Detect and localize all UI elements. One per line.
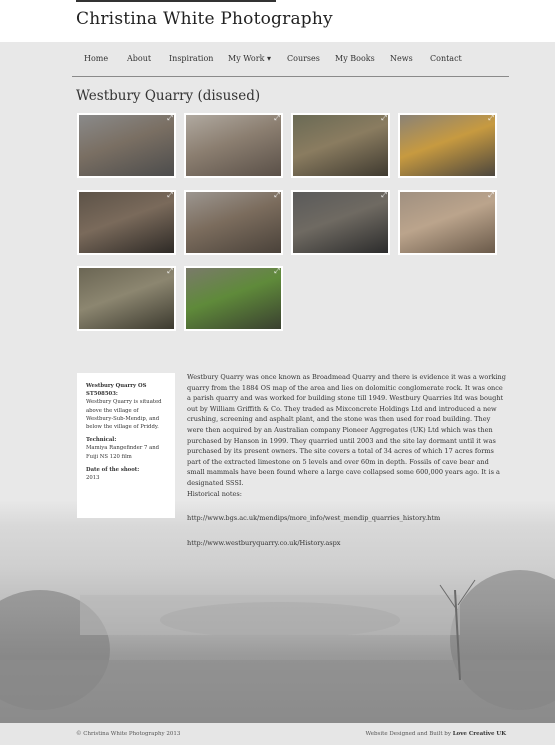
thumbnail-image [79, 268, 174, 329]
gallery-thumbnail[interactable] [184, 190, 283, 255]
thumbnail-image [186, 268, 281, 329]
nav-item-inspiration[interactable]: Inspiration [169, 54, 214, 63]
footer-credit-link[interactable]: Love Creative UK [452, 731, 506, 737]
footer-credit [366, 731, 506, 737]
gallery-thumbnail[interactable] [77, 266, 176, 331]
history-link-bgs[interactable]: http://www.bgs.ac.uk/mendips/more_info/west_mendip_quarries_history.htm [187, 514, 441, 523]
nav-item-home[interactable]: Home [84, 54, 109, 63]
site-footer [0, 723, 555, 745]
technical-title: Technical: [86, 437, 117, 444]
expand-icon[interactable]: ⤢ [381, 114, 387, 122]
nav-item-contact[interactable]: Contact [430, 54, 462, 63]
historical-notes-label: Historical notes: [187, 489, 242, 498]
gallery-thumbnail[interactable] [398, 113, 497, 178]
footer-copyright: © Christina White Photography 2013 [76, 731, 181, 737]
thumbnail-image [79, 192, 174, 253]
expand-icon[interactable]: ⤢ [274, 114, 280, 122]
nav-item-courses[interactable]: Courses [287, 54, 320, 63]
thumbnail-image [400, 192, 495, 253]
gallery-thumbnail[interactable] [77, 113, 176, 178]
location-title: Westbury Quarry OS ST508503: [86, 383, 147, 398]
expand-icon[interactable]: ⤢ [381, 191, 387, 199]
thumbnail-image [79, 115, 174, 176]
date-text: 2013 [86, 475, 100, 482]
expand-icon[interactable]: ⤢ [274, 267, 280, 275]
thumbnail-image [293, 192, 388, 253]
date-title: Date of the shoot: [86, 466, 140, 473]
expand-icon[interactable]: ⤢ [167, 191, 173, 199]
photo-info-sidebar [77, 373, 175, 518]
history-link-westbury[interactable]: http://www.westburyquarry.co.uk/History.aspx [187, 538, 341, 547]
thumbnail-image [186, 192, 281, 253]
nav-item-my-work[interactable]: My Work ▾ [228, 54, 271, 63]
thumbnail-image [400, 115, 495, 176]
footer-credit-prefix: Website Designed and Built by [365, 731, 453, 737]
expand-icon[interactable]: ⤢ [488, 114, 494, 122]
thumbnail-image [186, 115, 281, 176]
nav-item-my-books[interactable]: My Books [335, 54, 375, 63]
gallery-thumbnail[interactable] [398, 190, 497, 255]
expand-icon[interactable]: ⤢ [167, 114, 173, 122]
expand-icon[interactable]: ⤢ [274, 191, 280, 199]
nav-item-news[interactable]: News [390, 54, 413, 63]
expand-icon[interactable]: ⤢ [167, 267, 173, 275]
gallery-thumbnail[interactable] [291, 190, 390, 255]
location-text: Westbury Quarry is situated above the village of Westbury-Sub-Mendip, and below the village of Priddy. [86, 399, 162, 431]
gallery-thumbnail[interactable] [291, 113, 390, 178]
gallery-thumbnail[interactable] [184, 113, 283, 178]
technical-text: Mamiya Rangefinder 7 and Fuiji NS 120 film [86, 445, 160, 460]
site-header [0, 0, 555, 42]
main-nav [72, 42, 509, 77]
thumbnail-image [293, 115, 388, 176]
article-paragraph: Westbury Quarry was once known as Broadmead Quarry and there is evidence it was a working quarry from the 1884 OS map of the area and lies on dolomitic conglomerate rock. It was once a parish quarry and was worked for building stone till 1949. Westbury Quarries ltd was bought out by William Griffith & Co. They traded as Mixconcrete Holdings Ltd and introduced a new crushing, screening and asphalt plant, and the stone was then used for road building. They were then acquired by an Australian company Pioneer Aggregates (UK) Ltd which was then purchased by Hanson in 1999. They quarried until 2003 and the site lay dormant until it was purchased by its present owners. The site covers a total of 34 acres of which 17 acres forms part of the extracted limestone on 5 levels and over 60m in depth. Fossils of cave bear and small mammals have been found where a large cave collapsed some 600,000 years ago. It is a designated SSSI. [187, 373, 506, 487]
header-accent-line [76, 0, 276, 2]
page-title: Westbury Quarry (disused) [76, 88, 261, 104]
site-title[interactable]: Christina White Photography [76, 9, 333, 29]
gallery-thumbnail[interactable] [184, 266, 283, 331]
expand-icon[interactable]: ⤢ [488, 191, 494, 199]
article-content [187, 372, 507, 548]
nav-item-about[interactable]: About [127, 54, 152, 63]
gallery-thumbnail[interactable] [77, 190, 176, 255]
